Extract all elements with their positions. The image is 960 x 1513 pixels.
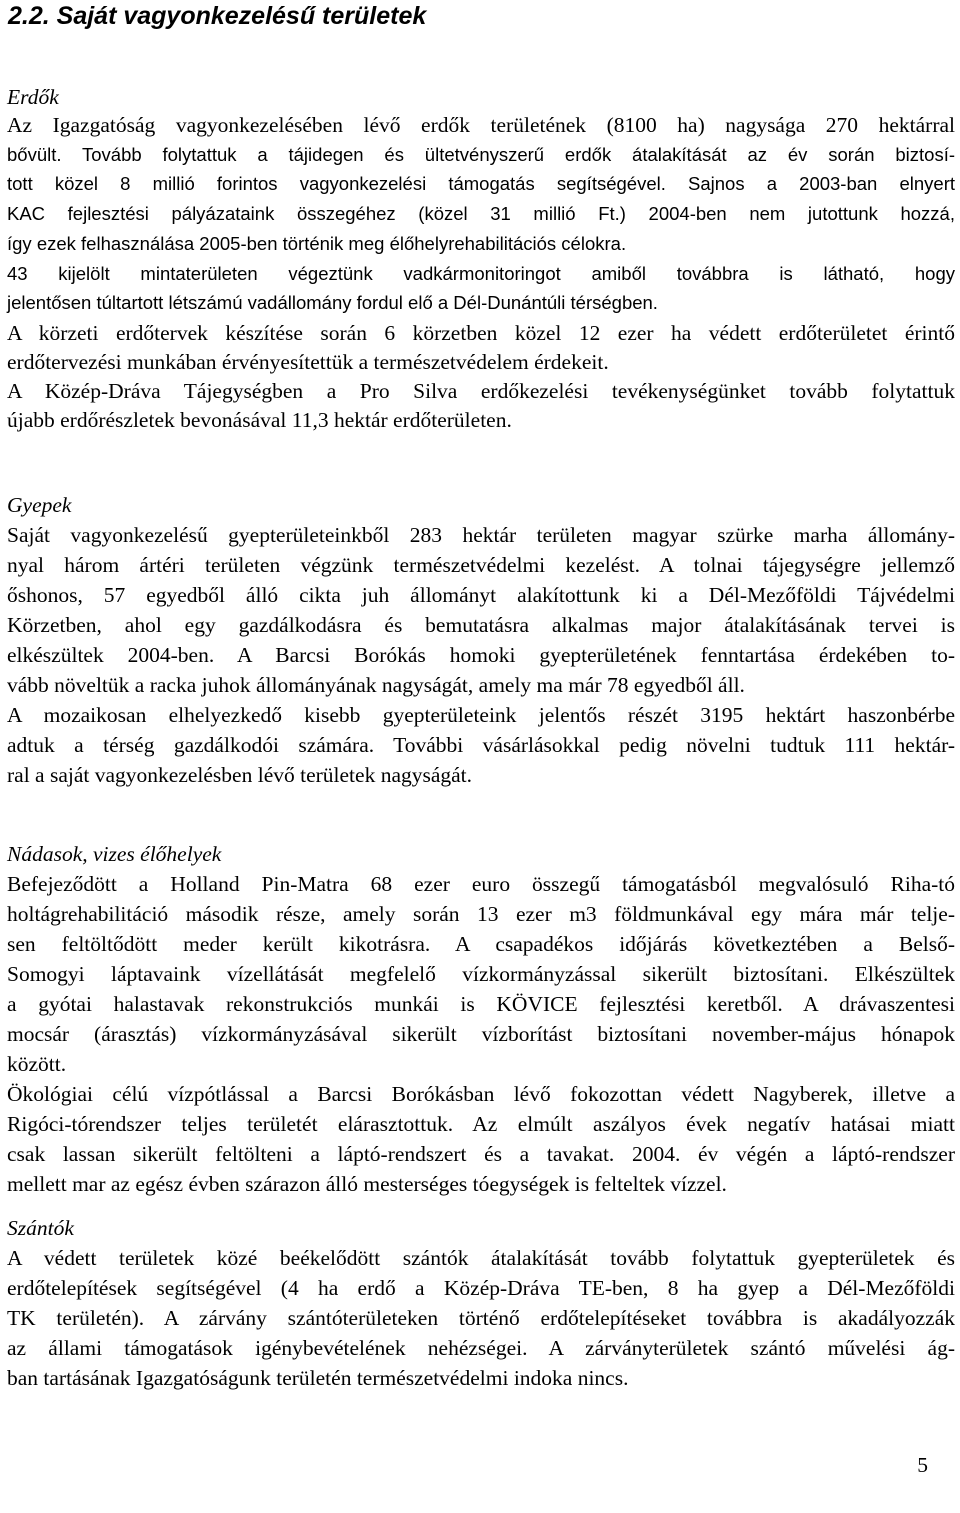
paragraph-line: Az Igazgatóság vagyonkezelésében lévő erdők területének (8100 ha) nagysága 270 hektárral (7, 113, 955, 137)
paragraph-line: őshonos, 57 egyedből álló cikta juh állományt alakítottunk ki a Dél-Mezőföldi Tájvédelmi (7, 583, 955, 607)
paragraph-line: KAC fejlesztési pályázataink összegéhez (közel 31 millió Ft.) 2004-ben nem jutottunk hozzá, (7, 203, 955, 224)
paragraph-line: bővült. Tovább folytattuk a tájidegen és ültetvényszerű erdők átalakítását az év során biztosí- (7, 144, 955, 165)
paragraph-line: csak lassan sikerült feltölteni a láptó-rendszert és a tavakat. 2004. év végén a láptó-rendszer (7, 1142, 955, 1166)
page-number: 5 (917, 1453, 928, 1477)
paragraph-line: jelentősen túltartott létszámú vadállomány fordul elő a Dél-Dunántúli térségben. (7, 292, 658, 313)
paragraph-line: Rigóci-tórendszer teljes területét elárasztottuk. Az elmúlt aszályos évek negatív hatásai miatt (7, 1112, 955, 1136)
paragraph-line: tott közel 8 millió forintos vagyonkezelési támogatás segítségével. Sajnos a 2003-ban elnyert (7, 173, 955, 194)
paragraph-line: holtágrehabilitáció második része, amely során 13 ezer m3 földmunkával egy mára már telje- (7, 902, 955, 926)
subsection-title-gyepek: Gyepek (7, 493, 72, 517)
paragraph-line: adtuk a térség gazdálkodói számára. További vásárlásokkal pedig növelni tudtuk 111 hektár- (7, 733, 955, 757)
paragraph-line: erdőtelepítések segítségével (4 ha erdő a Közép-Dráva TE-ben, 8 ha gyep a Dél-Mezőföldi (7, 1276, 955, 1300)
subsection-title-erdok: Erdők (7, 85, 59, 109)
paragraph-line: Somogyi láptavaink vízellátását megfelelő vízkormányzással sikerült biztosítani. Elkészültek (7, 962, 955, 986)
paragraph-line: Körzetben, ahol egy gazdálkodásra és bemutatásra alkalmas major átalakításának tervei is (7, 613, 955, 637)
paragraph-line: Saját vagyonkezelésű gyepterületeinkből 283 hektár területen magyar szürke marha állomány- (7, 523, 955, 547)
subsection-title-nadasok: Nádasok, vizes élőhelyek (7, 842, 222, 866)
paragraph-line: 43 kijelölt mintaterületen végeztünk vadkármonitoringot amiből továbbra is látható, hogy (7, 263, 955, 284)
paragraph-line: a gyótai halastavak rekonstrukciós munkái is KÖVICE fejlesztési keretből. A drávaszentesi (7, 992, 955, 1016)
paragraph-line: így ezek felhasználása 2005-ben történik meg élőhelyrehabilitációs célokra. (7, 233, 627, 254)
paragraph-line: mocsár (árasztás) vízkormányzásával sikerült vízborítást biztosítani november-május hónapok (7, 1022, 955, 1046)
paragraph-line: A Közép-Dráva Tájegységben a Pro Silva erdőkezelési tevékenységünket tovább folytattuk (7, 379, 955, 403)
paragraph-line: elkészültek 2004-ben. A Barcsi Borókás homoki gyepterületének fenntartása érdekében to- (7, 643, 955, 667)
paragraph-line: A mozaikosan elhelyezkedő kisebb gyepterületeink jelentős részét 3195 hektárt haszonbérbe (7, 703, 955, 727)
paragraph-line: nyal három ártéri területen végzünk természetvédelmi kezelést. A tolnai tájegységre jellemző (7, 553, 955, 577)
paragraph-line: sen feltöltődött meder került kikotrásra. A csapadékos időjárás következtében a Belső- (7, 932, 955, 956)
paragraph-line: A körzeti erdőtervek készítése során 6 körzetben közel 12 ezer ha védett erdőterületet érintő (7, 321, 955, 345)
paragraph-line: Ökológiai célú vízpótlással a Barcsi Borókásban lévő fokozottan védett Nagyberek, illetve a (7, 1082, 955, 1106)
paragraph-line: ral a saját vagyonkezelésben lévő területek nagyságát. (7, 763, 473, 787)
paragraph-line: az állami támogatások igénybevételének nehézségei. A zárványterületek szántó művelési ág- (7, 1336, 955, 1360)
paragraph-line: között. (7, 1052, 67, 1076)
paragraph-line: mellett mar az egész évben szárazon álló mesterséges tóegységek is felteltek vízzel. (7, 1172, 727, 1196)
paragraph-line: ban tartásának Igazgatóságunk területén természetvédelmi indoka nincs. (7, 1366, 629, 1390)
paragraph-line: vább növeltük a racka juhok állományának nagyságát, amely ma már 78 egyedből áll. (7, 673, 745, 697)
paragraph-line: A védett területek közé beékelődött szántók átalakítását tovább folytattuk gyepterületek és (7, 1246, 955, 1270)
section-heading: 2.2. Saját vagyonkezelésű területek (8, 2, 427, 30)
paragraph-line: újabb erdőrészletek bevonásával 11,3 hektár erdőterületen. (7, 408, 512, 432)
paragraph-line: Befejeződött a Holland Pin-Matra 68 ezer euro összegű támogatásból megvalósuló Riha-tó (7, 872, 955, 896)
paragraph-line: erdőtervezési munkában érvényesítettük a természetvédelem érdekeit. (7, 350, 609, 374)
paragraph-line: TK területén). A zárvány szántóterületeken történő erdőtelepítéseket továbbra is akadályozzák (7, 1306, 955, 1330)
subsection-title-szantok: Szántók (7, 1216, 74, 1240)
